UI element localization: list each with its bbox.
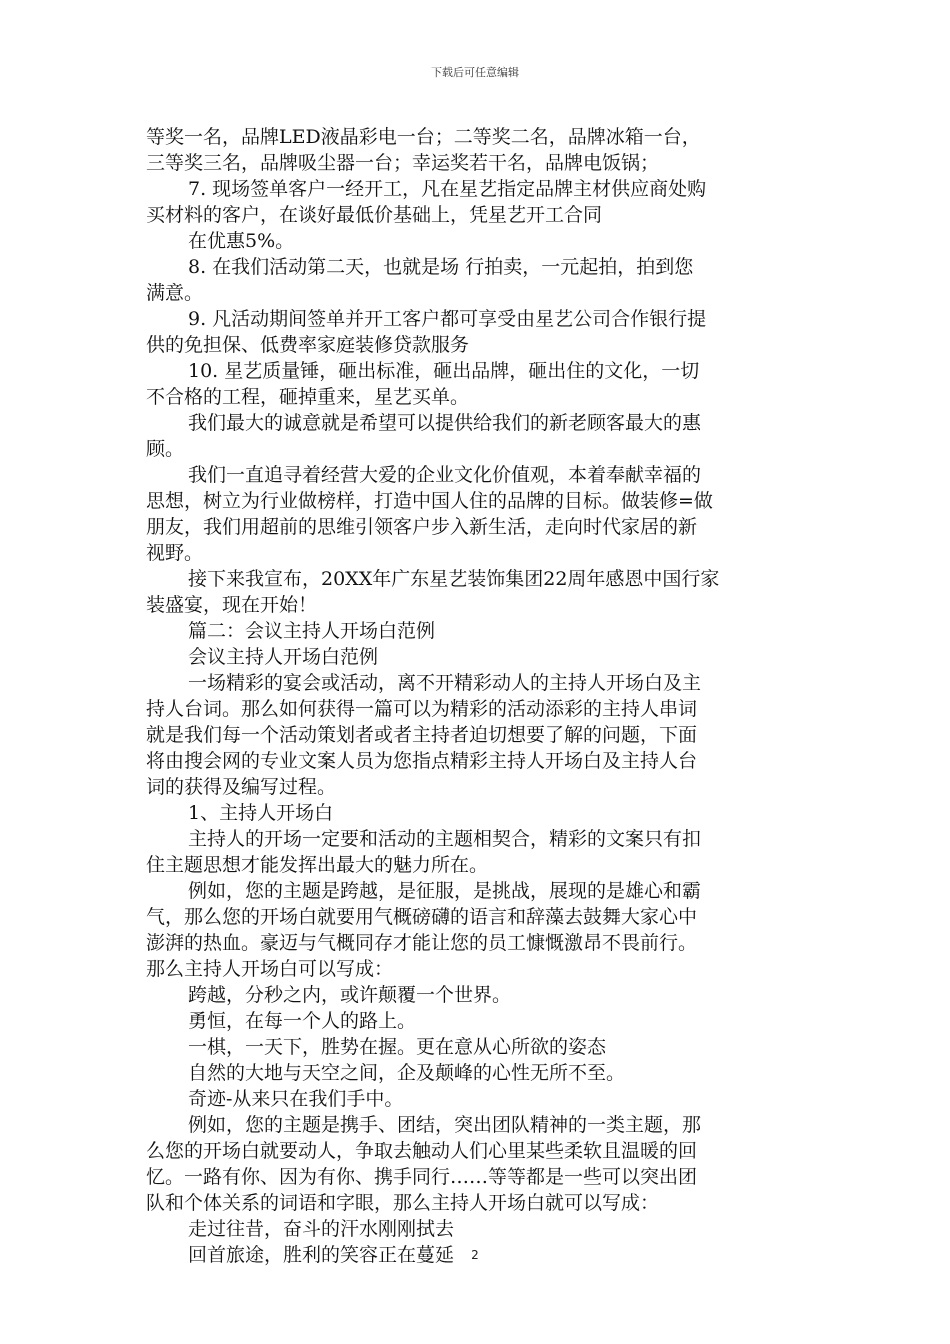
text-line: 我们最大的诚意就是希望可以提供给我们的新老顾客最大的惠 <box>188 412 702 434</box>
text-line: 奇迹-从来只在我们手中。 <box>188 1088 404 1110</box>
text-line: 澎湃的热血。豪迈与气概同存才能让您的员工慷慨激昂不畏前行。 <box>146 932 698 954</box>
text-line: 么您的开场白就要动人，争取去触动人们心里某些柔软且温暖的回 <box>146 1140 698 1162</box>
text-line: 三等奖三名，品牌吸尘器一台；幸运奖若干名，品牌电饭锅； <box>146 152 660 174</box>
text-line: 8. 在我们活动第二天，也就是场 行拍卖，一元起拍，拍到您 <box>188 256 694 278</box>
text-line: 自然的大地与天空之间，企及颠峰的心性无所不至。 <box>188 1062 626 1084</box>
text-line: 一棋，一天下，胜势在握。更在意从心所欲的姿态 <box>188 1036 607 1058</box>
text-line: 满意。 <box>146 282 204 304</box>
text-line: 主持人的开场一定要和活动的主题相契合，精彩的文案只有扣 <box>188 828 702 850</box>
text-line: 等奖一名，品牌LED液晶彩电一台；二等奖二名，品牌冰箱一台， <box>146 126 701 148</box>
text-line: 例如，您的主题是携手、团结，突出团队精神的一类主题，那 <box>188 1114 702 1136</box>
text-line: 装盛宴，现在开始！ <box>146 594 318 616</box>
text-line: 供的免担保、低费率家庭装修贷款服务 <box>146 334 470 356</box>
text-line: 思想，树立为行业做榜样，打造中国人住的品牌的目标。做装修=做 <box>146 490 713 512</box>
text-line: 10. 星艺质量锤，砸出标准，砸出品牌，砸出住的文化，一切 <box>188 360 700 382</box>
text-line: 将由搜会网的专业文案人员为您指点精彩主持人开场白及主持人台 <box>146 750 698 772</box>
text-line: 一场精彩的宴会或活动，离不开精彩动人的主持人开场白及主 <box>188 672 702 694</box>
text-line: 住主题思想才能发挥出最大的魅力所在。 <box>146 854 489 876</box>
text-line: 跨越，分秒之内，或许颠覆一个世界。 <box>188 984 512 1006</box>
text-line: 篇二：会议主持人开场白范例 <box>188 620 436 642</box>
text-line: 例如，您的主题是跨越，是征服，是挑战，展现的是雄心和霸 <box>188 880 702 902</box>
text-line: 忆。一路有你、因为有你、携手同行……等等都是一些可以突出团 <box>146 1166 698 1188</box>
text-line: 在优惠5%。 <box>188 230 295 252</box>
text-line: 我们一直追寻着经营大爱的企业文化价值观，本着奉献幸福的 <box>188 464 702 486</box>
text-line: 不合格的工程，砸掉重来，星艺买单。 <box>146 386 470 408</box>
text-line: 朋友，我们用超前的思维引领客户步入新生活，走向时代家居的新 <box>146 516 698 538</box>
text-line: 9. 凡活动期间签单并开工客户都可享受由星艺公司合作银行提 <box>188 308 707 330</box>
document-body <box>146 124 806 1268</box>
text-line: 接下来我宣布，20XX年广东星艺装饰集团22周年感恩中国行家 <box>188 568 720 590</box>
text-line: 回首旅途，胜利的笑容正在蔓延 <box>188 1244 455 1266</box>
page-header: 下载后可任意编辑 <box>431 66 519 79</box>
text-line: 会议主持人开场白范例 <box>188 646 379 668</box>
text-line: 词的获得及编写过程。 <box>146 776 337 798</box>
page-number: 2 <box>471 1248 479 1262</box>
text-line: 7. 现场签单客户一经开工，凡在星艺指定品牌主材供应商处购 <box>188 178 707 200</box>
text-line: 气，那么您的开场白就要用气概磅礴的语言和辞藻去鼓舞大家心中 <box>146 906 698 928</box>
text-line: 1、主持人开场白 <box>188 802 334 824</box>
text-line: 就是我们每一个活动策划者或者主持者迫切想要了解的问题，下面 <box>146 724 698 746</box>
text-line: 买材料的客户，在谈好最低价基础上，凭星艺开工合同 <box>146 204 603 226</box>
text-line: 顾。 <box>146 438 185 460</box>
text-line: 那么主持人开场白可以写成： <box>146 958 394 980</box>
text-line: 勇恒，在每一个人的路上。 <box>188 1010 417 1032</box>
text-line: 视野。 <box>146 542 204 564</box>
text-line: 持人台词。那么如何获得一篇可以为精彩的活动添彩的主持人串词 <box>146 698 698 720</box>
text-line: 队和个体关系的词语和字眼，那么主持人开场白就可以写成： <box>146 1192 660 1214</box>
text-line: 走过往昔，奋斗的汗水刚刚拭去 <box>188 1218 455 1240</box>
